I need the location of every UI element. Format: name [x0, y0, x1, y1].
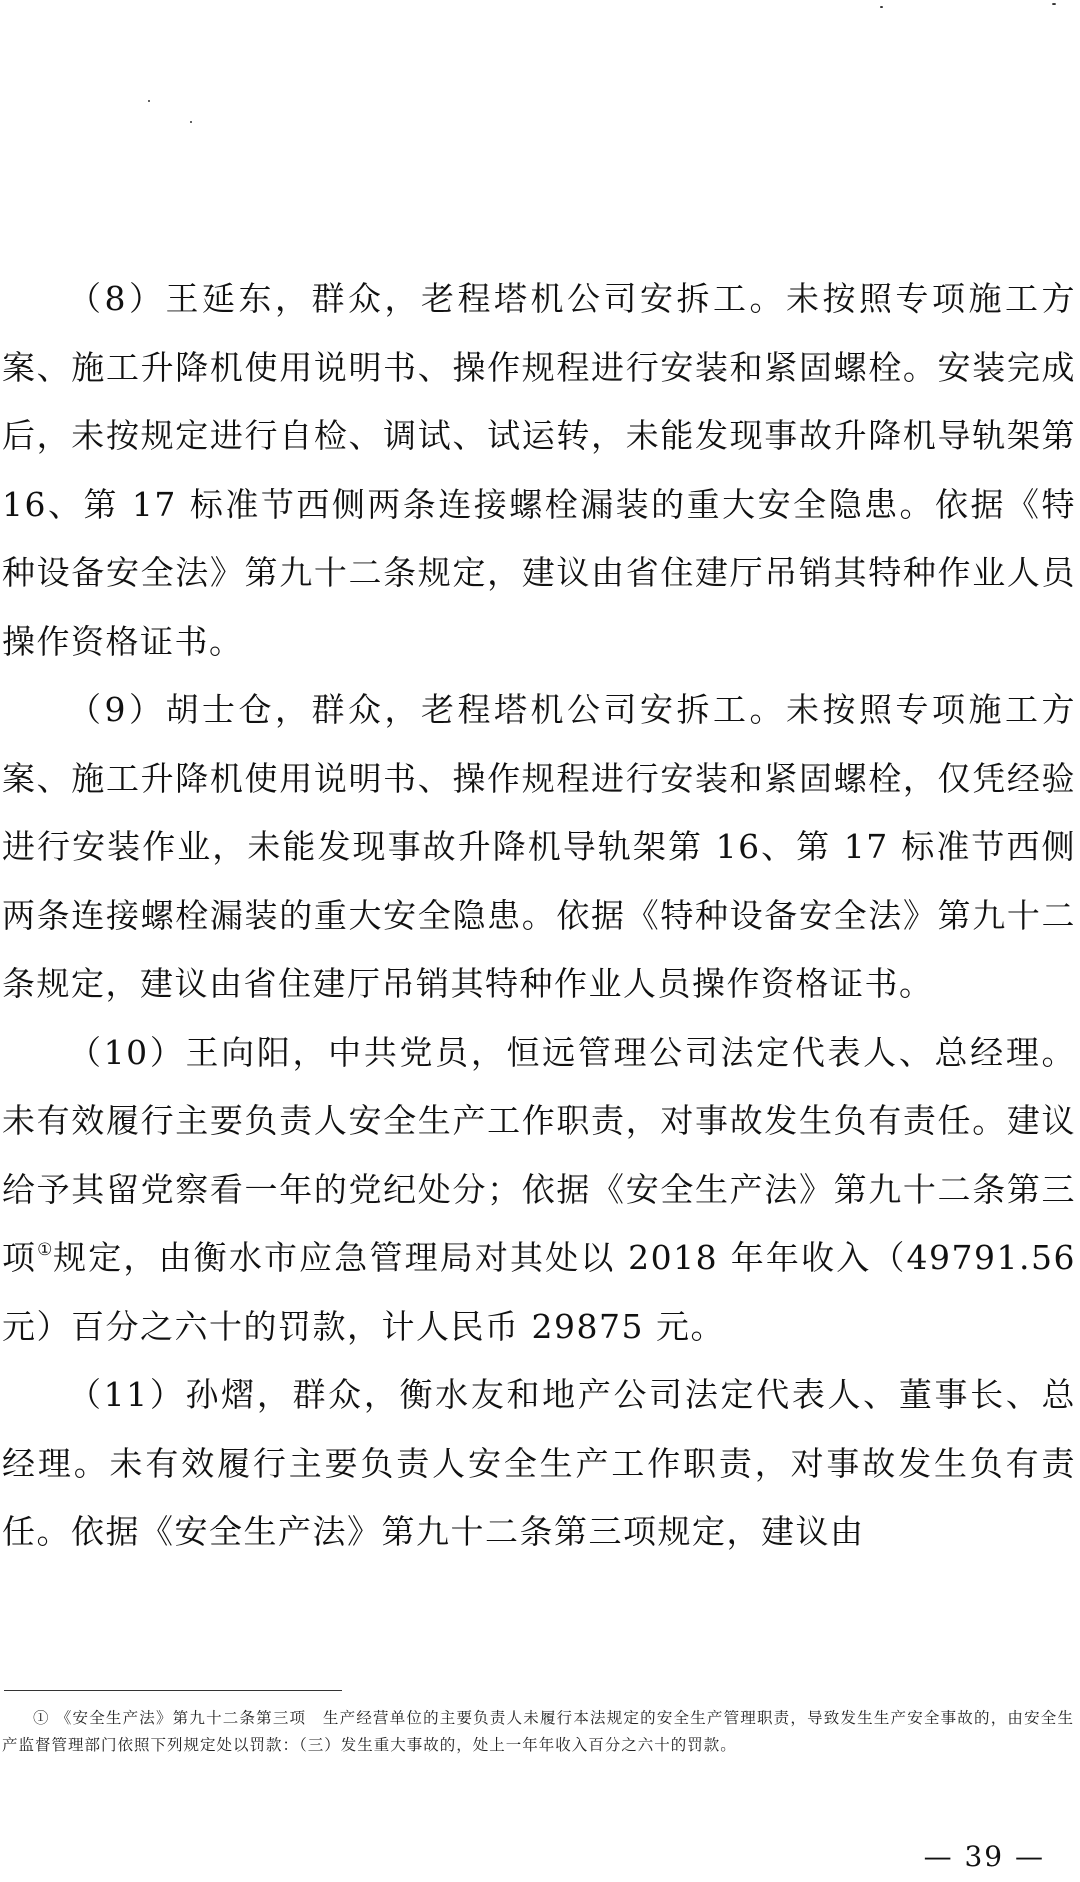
footnote-mark: ① — [33, 1709, 50, 1727]
page-number: — 39 — — [923, 1840, 1045, 1873]
footnote — [2, 1705, 1074, 1759]
paragraph-9: （9）胡士仓，群众，老程塔机公司安拆工。未按照专项施工方案、施工升降机使用说明书、操作规程进行安装和紧固螺栓，仅凭经验进行安装作业，未能发现事故升降机导轨架第 16、第 17 标准节西侧两条连接螺栓漏装的重大安全隐患。依据《特种设备安全法》第九十二条规定，建议由省住建厅吊销其特种作业人员操作资格证书。 — [2, 690, 1076, 1003]
footnote-text: 《安全生产法》第九十二条第三项 生产经营单位的主要负责人未履行本法规定的安全生产管理职责，导致发生生产安全事故的，由安全生产监督管理部门依照下列规定处以罚款：（三）发生重大事故的，处上一年年收入百分之六十的罚款。 — [2, 1709, 1074, 1754]
body-text — [2, 265, 1076, 1567]
paragraph-11: （11）孙熠，群众，衡水友和地产公司法定代表人、董事长、总经理。未有效履行主要负责人安全生产工作职责，对事故发生负有责任。依据《安全生产法》第九十二条第三项规定，建议由 — [2, 1375, 1076, 1551]
paragraph-10 — [2, 1019, 1076, 1362]
paragraph-10-text-a: （10）王向阳，中共党员，恒远管理公司法定代表人、总经理。未有效履行主要负责人安全生产工作职责，对事故发生负有责任。建议给予其留党察看一年的党纪处分；依据《安全生产法》第九十二条第三项 — [2, 1032, 1076, 1277]
footnote-divider — [4, 1690, 342, 1691]
paragraph-10-text-b: 规定，由衡水市应急管理局对其处以 2018 年年收入（49791.56 元）百分之六十的罚款，计人民币 29875 元。 — [2, 1238, 1077, 1346]
scan-speck — [190, 121, 192, 123]
paragraph-8: （8）王延东，群众，老程塔机公司安拆工。未按照专项施工方案、施工升降机使用说明书、操作规程进行安装和紧固螺栓。安装完成后，未按规定进行自检、调试、试运转，未能发现事故升降机导轨架第 16、第 17 标准节西侧两条连接螺栓漏装的重大安全隐患。依据《特种设备安全法》第九十二条规定，建议由省住建厅吊销其特种作业人员操作资格证书。 — [2, 279, 1076, 661]
scan-speck — [880, 6, 883, 8]
scan-speck — [148, 100, 150, 102]
footnote-reference[interactable]: ① — [37, 1240, 54, 1260]
scan-speck — [1052, 3, 1056, 5]
